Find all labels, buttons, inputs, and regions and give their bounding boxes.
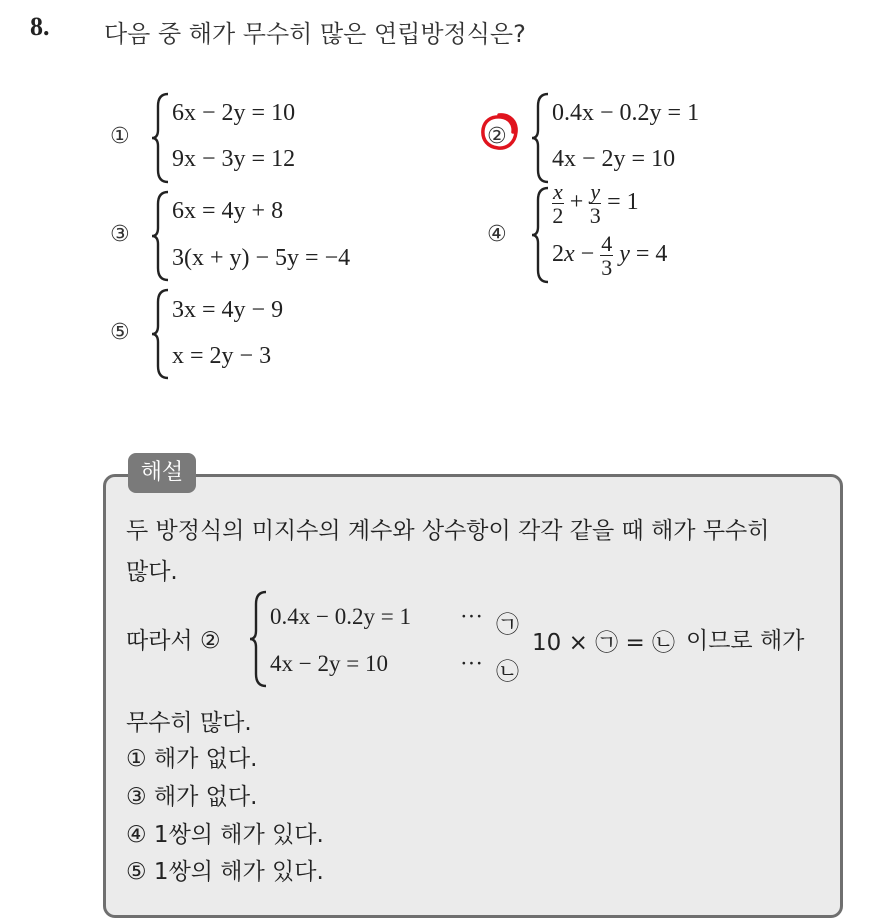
choice-5-brace — [150, 288, 172, 380]
question-text: 다음 중 해가 무수히 많은 연립방정식은? — [104, 20, 526, 48]
choice-3-eq2: 3(x + y) − 5y = −4 — [172, 245, 351, 271]
choice-4-brace — [530, 186, 552, 284]
choice-5-eq1: 3x = 4y − 9 — [172, 297, 284, 323]
solution-note-2: ③ 해가 없다. — [126, 784, 258, 810]
solution-note-3: ④ 1쌍의 해가 있다. — [126, 822, 324, 848]
frac-y-over-3: $\frac{y}{3}$ — [589, 179, 601, 229]
choice-3-marker[interactable]: ③ — [110, 222, 130, 247]
solution-tag: 해설 — [128, 453, 196, 493]
solution-prefix: 따라서 ② — [126, 628, 221, 654]
solution-suffix: 이므로 해가 — [686, 628, 805, 654]
solution-sys-eq1: 0.4x − 0.2y = 1 — [270, 604, 411, 629]
choice-1-marker[interactable]: ① — [110, 124, 130, 149]
solution-note-4: ⑤ 1쌍의 해가 있다. — [126, 859, 324, 885]
frac-4-over-3: $\frac{4}{3}$ — [601, 231, 613, 281]
choice-1-eq2 — [172, 146, 295, 173]
solution-brace — [248, 590, 270, 688]
solution-relation: 10 × ㉠ = ㉡ — [532, 630, 676, 656]
choice-4-marker[interactable]: ④ — [487, 222, 507, 247]
choice-1-eq1 — [172, 100, 295, 127]
solution-mark-2: ㉡ — [496, 659, 519, 685]
choice-1-brace — [150, 92, 172, 184]
solution-dots-1: ··· — [460, 604, 483, 629]
solution-line-2: 많다. — [126, 559, 178, 585]
question-number: 8. — [30, 12, 50, 41]
solution-note-1: ① 해가 없다. — [126, 746, 258, 772]
choice-5-eq2: x = 2y − 3 — [172, 343, 272, 369]
solution-line-4: 무수히 많다. — [126, 710, 252, 736]
choice-2-brace — [530, 92, 552, 184]
solution-line-1: 두 방정식의 미지수의 계수와 상수항이 각각 같을 때 해가 무수히 — [126, 518, 770, 544]
solution-dots-2: ··· — [460, 651, 483, 676]
choice-1-eq1-text: 6x − 2y = 10 — [172, 100, 296, 126]
frac-x-over-2: $\frac{x}{2}$ — [552, 179, 564, 229]
choice-1-eq2-text: 9x − 3y = 12 — [172, 146, 296, 172]
choice-2-eq1: 0.4x − 0.2y = 1 — [552, 100, 700, 126]
solution-mark-1: ㉠ — [496, 612, 519, 638]
choice-2-eq2: 4x − 2y = 10 — [552, 146, 676, 172]
choice-3-brace — [150, 190, 172, 282]
choice-5-marker[interactable]: ⑤ — [110, 320, 130, 345]
solution-sys-eq2: 4x − 2y = 10 — [270, 651, 388, 676]
choice-2-marker[interactable]: ② — [487, 124, 507, 149]
choice-4-eq2: 2x − $\frac{4}{3}$ y = 4 — [552, 231, 668, 281]
choice-3-eq1: 6x = 4y + 8 — [172, 198, 284, 224]
choice-4-eq1: $\frac{x}{2}$ + $\frac{y}{3}$ = 1 — [552, 179, 639, 229]
